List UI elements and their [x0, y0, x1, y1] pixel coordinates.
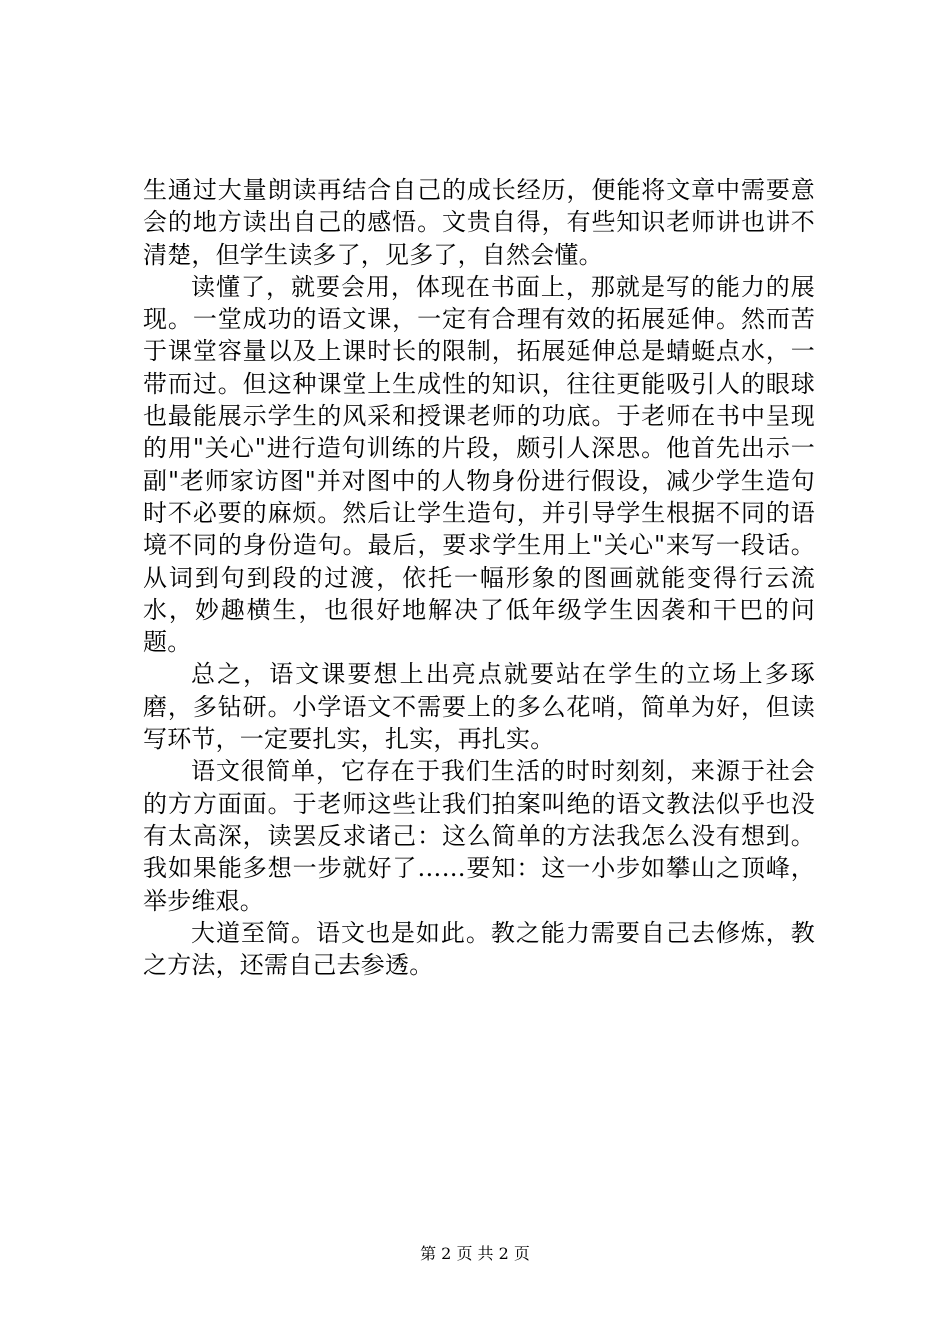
page-number-label: 第 2 页 共 2 页	[420, 1244, 530, 1263]
paragraph-4: 语文很简单，它存在于我们生活的时时刻刻，来源于社会的方方面面。于老师这些让我们拍案叫绝的语文教法似乎也没有太高深，读罢反求诸己：这么简单的方法我怎么没有想到。我如果能多想一步就好了……要知：这一小步如攀山之顶峰，举步维艰。	[143, 757, 815, 915]
paragraph-2: 读懂了，就要会用，体现在书面上，那就是写的能力的展现。一堂成功的语文课，一定有合理有效的拓展延伸。然而苦于课堂容量以及上课时长的限制，拓展延伸总是蜻蜓点水，一带而过。但这种课堂上生成性的知识，往往更能吸引人的眼球也最能展示学生的风采和授课老师的功底。于老师在书中呈现的用"关心"进行造句训练的片段，颇引人深思。他首先出示一副"老师家访图"并对图中的人物身份进行假设，减少学生造句时不必要的麻烦。然后让学生造句，并引导学生根据不同的语境不同的身份造句。最后，要求学生用上"关心"来写一段话。从词到句到段的过渡，依托一幅形象的图画就能变得行云流水，妙趣横生，也很好地解决了低年级学生因袭和干巴的问题。	[143, 272, 815, 657]
page-footer	[0, 1244, 950, 1264]
document-body	[143, 174, 815, 981]
paragraph-1: 生通过大量朗读再结合自己的成长经历，便能将文章中需要意会的地方读出自己的感悟。文贵自得，有些知识老师讲也讲不清楚，但学生读多了，见多了，自然会懂。	[143, 176, 815, 269]
paragraph-5: 大道至简。语文也是如此。教之能力需要自己去修炼，教之方法，还需自己去参透。	[143, 918, 815, 980]
paragraph-3: 总之，语文课要想上出亮点就要站在学生的立场上多琢磨，多钻研。小学语文不需要上的多么花哨，简单为好，但读写环节，一定要扎实，扎实，再扎实。	[143, 660, 815, 754]
